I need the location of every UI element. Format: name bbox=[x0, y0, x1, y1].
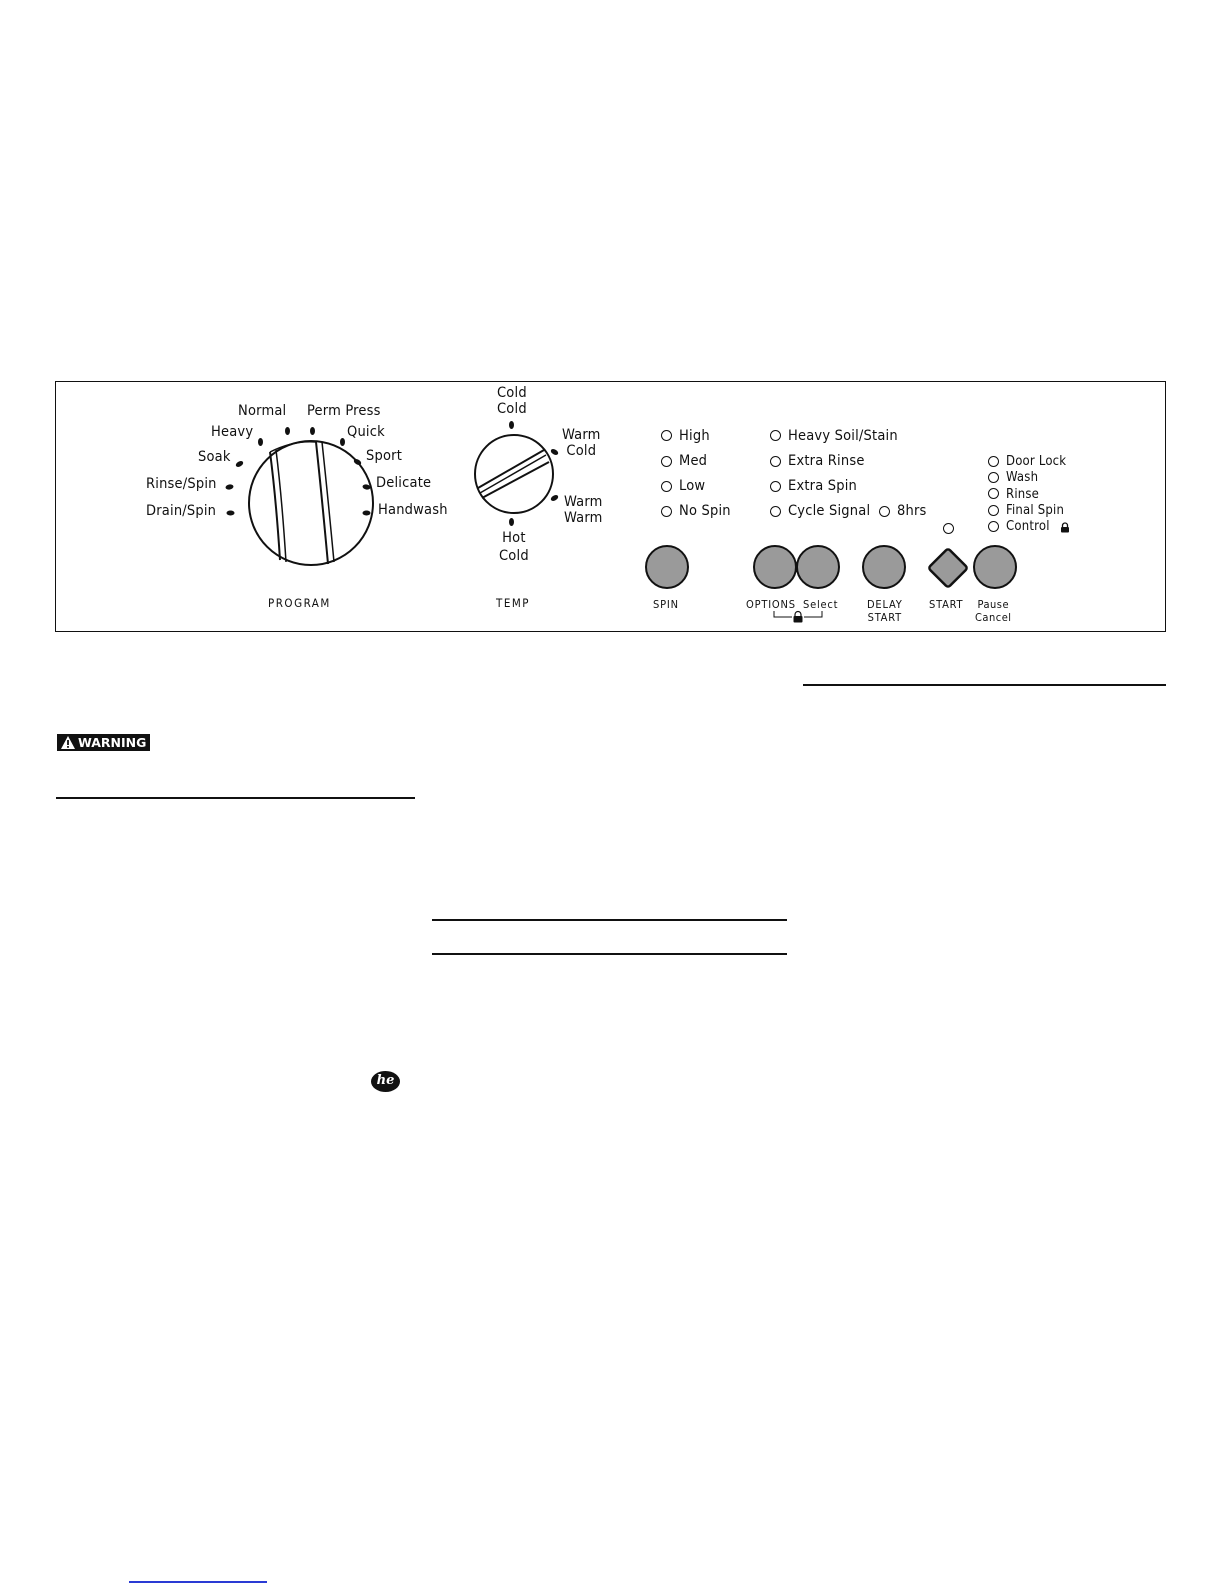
spin-button[interactable] bbox=[645, 545, 689, 589]
option-led-heavysoil bbox=[770, 430, 781, 441]
status-finalspin: Final Spin bbox=[1006, 503, 1065, 518]
program-dot-handwash bbox=[363, 511, 371, 516]
program-dial[interactable] bbox=[246, 438, 376, 568]
spin-led-med bbox=[661, 456, 672, 467]
options-button[interactable] bbox=[753, 545, 797, 589]
program-dot-permpress bbox=[310, 427, 315, 435]
temp-dial[interactable] bbox=[472, 432, 556, 516]
table-rule-top bbox=[432, 919, 787, 921]
program-dot-soak bbox=[235, 460, 244, 468]
spin-option-low: Low bbox=[679, 478, 706, 494]
program-dot-normal bbox=[285, 427, 290, 435]
spin-option-med: Med bbox=[679, 453, 708, 469]
start-led bbox=[943, 523, 954, 534]
spin-led-nospin bbox=[661, 506, 672, 517]
temp-option-warm-cold: Warm Cold bbox=[562, 427, 601, 459]
table-rule-bottom bbox=[432, 953, 787, 955]
temp-option-cold-cold: Cold Cold bbox=[497, 385, 527, 417]
warning-icon bbox=[60, 735, 76, 750]
delay-8hrs: 8hrs bbox=[897, 503, 927, 519]
option-heavysoil: Heavy Soil/Stain bbox=[788, 428, 898, 444]
program-option-sport: Sport bbox=[366, 448, 403, 464]
footer-link-underline[interactable] bbox=[129, 1581, 267, 1583]
status-led-wash bbox=[988, 472, 999, 483]
option-extrarinse: Extra Rinse bbox=[788, 453, 865, 469]
status-rinse: Rinse bbox=[1006, 487, 1040, 502]
status-led-finalspin bbox=[988, 505, 999, 516]
program-dot-rinsespin bbox=[225, 484, 234, 490]
status-led-control bbox=[988, 521, 999, 532]
temp-option-warm-warm: Warm Warm bbox=[564, 494, 603, 526]
select-button[interactable] bbox=[796, 545, 840, 589]
warning-label: WARNING bbox=[78, 735, 147, 750]
delay-start-button[interactable] bbox=[862, 545, 906, 589]
program-option-permpress: Perm Press bbox=[307, 403, 381, 419]
temp-section-label: TEMP bbox=[496, 596, 531, 610]
option-led-extrarinse bbox=[770, 456, 781, 467]
program-dot-drainspin bbox=[227, 511, 235, 516]
program-option-rinsespin: Rinse/Spin bbox=[146, 476, 217, 492]
program-option-heavy: Heavy bbox=[211, 424, 254, 440]
option-led-cyclesignal bbox=[770, 506, 781, 517]
spin-option-nospin: No Spin bbox=[679, 503, 731, 519]
status-led-rinse bbox=[988, 488, 999, 499]
select-button-label: Select bbox=[803, 598, 839, 611]
section-rule-right bbox=[803, 684, 1166, 686]
program-dot-heavy bbox=[258, 438, 263, 446]
pause-cancel-button-label: Pause Cancel bbox=[975, 598, 1012, 624]
spin-led-low bbox=[661, 481, 672, 492]
options-button-label: OPTIONS bbox=[746, 598, 796, 611]
status-wash: Wash bbox=[1006, 470, 1039, 485]
delay-start-button-label: DELAY START bbox=[867, 598, 903, 624]
section-rule-left bbox=[56, 797, 415, 799]
option-led-extraspin bbox=[770, 481, 781, 492]
program-option-normal: Normal bbox=[238, 403, 287, 419]
status-control: Control bbox=[1006, 519, 1050, 534]
start-button[interactable] bbox=[924, 544, 972, 592]
delay-led-8hrs bbox=[879, 506, 890, 517]
option-extraspin: Extra Spin bbox=[788, 478, 858, 494]
program-option-soak: Soak bbox=[198, 449, 231, 465]
he-logo: he bbox=[371, 1071, 400, 1092]
spin-led-high bbox=[661, 430, 672, 441]
program-section-label: PROGRAM bbox=[268, 596, 331, 610]
pause-cancel-button[interactable] bbox=[973, 545, 1017, 589]
lock-bracket-icon bbox=[773, 610, 823, 624]
temp-dot-top bbox=[509, 421, 514, 429]
program-option-quick: Quick bbox=[347, 424, 385, 440]
program-option-handwash: Handwash bbox=[378, 502, 448, 518]
warning-badge bbox=[57, 734, 150, 751]
option-cyclesignal: Cycle Signal bbox=[788, 503, 871, 519]
spin-button-label: SPIN bbox=[653, 598, 679, 611]
temp-option-hot-cold: Hot Cold bbox=[499, 530, 529, 564]
lock-icon bbox=[1060, 522, 1070, 533]
spin-option-high: High bbox=[679, 428, 710, 444]
start-button-label: START bbox=[929, 598, 964, 611]
program-option-delicate: Delicate bbox=[376, 475, 432, 491]
program-option-drainspin: Drain/Spin bbox=[146, 503, 217, 519]
status-led-doorlock bbox=[988, 456, 999, 467]
temp-dot-bottom bbox=[509, 518, 514, 526]
program-dot-quick bbox=[340, 438, 345, 446]
status-doorlock: Door Lock bbox=[1006, 454, 1067, 469]
control-panel bbox=[55, 381, 1166, 632]
